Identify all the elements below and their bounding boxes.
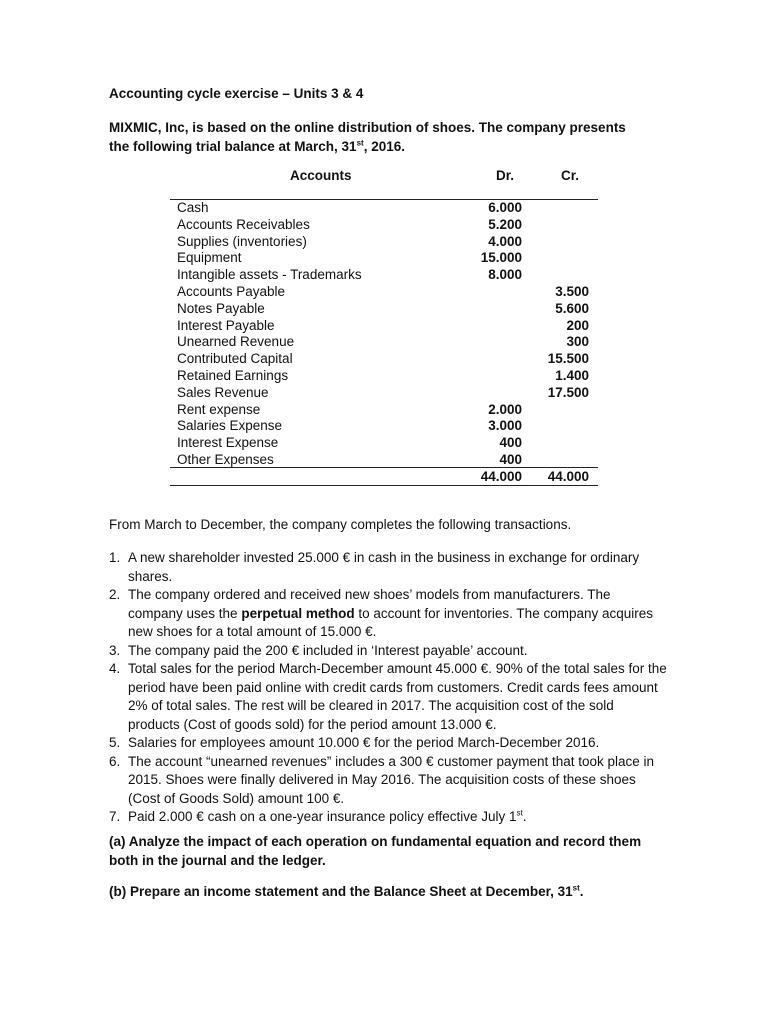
header-accounts: Accounts [290, 168, 352, 183]
account-name: Notes Payable [177, 300, 265, 316]
account-name: Unearned Revenue [177, 334, 295, 350]
table-row [0, 267, 768, 284]
transaction-text: The account “unearned revenues” includes a 300 € customer payment that took place in 2015. Shoes were finally delivered in May 2016. The acquisition costs of these shoes (Cost of Goods Sold) amount 100 €. [128, 753, 655, 806]
debit-value: 400 [499, 435, 522, 451]
table-row [0, 250, 768, 267]
table-row [0, 435, 768, 452]
document-heading: Accounting cycle exercise – Units 3 & 4 [109, 86, 364, 101]
table-row [0, 217, 768, 234]
credit-value: 15.500 [547, 351, 589, 367]
trial-balance-totals [0, 468, 768, 485]
debit-value: 400 [499, 451, 522, 467]
question-b [109, 884, 584, 899]
account-name: Interest Payable [177, 317, 275, 333]
header-credit: Cr. [561, 168, 580, 183]
table-row [0, 334, 768, 351]
account-name: Accounts Payable [177, 283, 286, 299]
transaction-number: 2. [109, 587, 121, 602]
transactions-intro: From March to December, the company completes the following transactions. [109, 517, 572, 532]
account-name: Equipment [177, 250, 242, 266]
intro-superscript: st [356, 138, 364, 148]
transaction-item [109, 808, 669, 827]
account-name: Retained Earnings [177, 367, 289, 383]
intro-end: , 2016. [363, 139, 405, 154]
debit-value: 8.000 [488, 267, 522, 283]
credit-value: 1.400 [555, 367, 589, 383]
table-row [0, 418, 768, 435]
transaction-text: A new shareholder invested 25.000 € in cash in the business in exchange for ordinary shares. [128, 550, 640, 584]
trial-balance-rows [0, 200, 768, 469]
debit-value: 15.000 [480, 250, 522, 266]
account-name: Cash [177, 200, 209, 215]
account-name: Accounts Receivables [177, 216, 310, 232]
total-debit: 44.000 [480, 469, 522, 484]
transaction-text-rest: . [522, 809, 527, 824]
account-name: Sales Revenue [177, 384, 269, 400]
table-bottom-rule [170, 485, 598, 486]
transaction-text: Salaries for employees amount 10.000 € for the period March-December 2016. [128, 735, 600, 750]
intro-text: MIXMIC, Inc, is based on the online distribution of shoes. The company presents the following trial balance at March, 31 [109, 120, 626, 154]
transaction-item [109, 660, 669, 734]
transaction-item [109, 549, 669, 586]
table-row [0, 284, 768, 301]
transaction-text: Total sales for the period March-December amount 45.000 €. 90% of the total sales for the period have been paid online with credit cards from customers. Credit cards fees amount 2% of total sales. The rest will be cleared in 2017. The acquisition cost of the sold products (Cost of goods sold) for the period amount 13.000 €. [128, 661, 667, 732]
transaction-number: 5. [109, 735, 121, 750]
question-b-end: . [579, 884, 584, 899]
transaction-text: The company ordered and received new shoes’ models from manufacturers. The company uses the [128, 587, 611, 621]
account-name: Salaries Expense [177, 418, 283, 434]
account-name: Interest Expense [177, 435, 279, 451]
transaction-text: Paid 2.000 € cash on a one-year insurance policy effective July 1 [128, 809, 517, 824]
account-name: Intangible assets - Trademarks [177, 267, 362, 283]
table-row [0, 318, 768, 335]
total-credit: 44.000 [547, 469, 589, 484]
table-row [0, 351, 768, 368]
transaction-text: The company paid the 200 € included in ‘Interest payable’ account. [128, 642, 528, 658]
debit-value: 6.000 [488, 200, 522, 215]
table-row [0, 402, 768, 419]
debit-value: 5.200 [488, 216, 522, 232]
trial-balance-header [0, 168, 768, 188]
credit-value: 5.600 [555, 300, 589, 316]
transaction-number: 6. [109, 753, 121, 769]
question-a: (a) Analyze the impact of each operation on fundamental equation and record them both in the journal and the ledger. [109, 834, 642, 868]
account-name: Rent expense [177, 401, 261, 417]
credit-value: 300 [566, 334, 589, 350]
table-row [0, 200, 768, 217]
question-b-superscript: st [572, 883, 580, 893]
table-row [0, 368, 768, 385]
transaction-bold-term: perpetual method [241, 605, 355, 621]
transaction-number: 3. [109, 642, 121, 658]
transaction-superscript: st [516, 808, 523, 818]
question-b-text: (b) Prepare an income statement and the Balance Sheet at December, 31 [109, 884, 573, 899]
transaction-item [109, 586, 669, 642]
transactions-list [109, 549, 669, 827]
credit-value: 200 [566, 317, 589, 333]
transaction-number: 7. [109, 809, 121, 824]
credit-value: 3.500 [555, 283, 589, 299]
transaction-text-rest: to account for inventories. The company acquires new shoes for a total amount of 15.000 €. [128, 605, 654, 639]
account-name: Other Expenses [177, 451, 274, 467]
table-row [0, 234, 768, 251]
transaction-item [109, 734, 669, 753]
account-name: Supplies (inventories) [177, 233, 307, 249]
debit-value: 2.000 [488, 401, 522, 417]
transaction-item [109, 642, 669, 661]
table-row [0, 385, 768, 402]
transaction-number: 1. [109, 550, 121, 565]
transaction-number: 4. [109, 661, 121, 676]
debit-value: 3.000 [488, 418, 522, 434]
credit-value: 17.500 [547, 384, 589, 400]
header-debit: Dr. [496, 168, 515, 183]
table-row [0, 301, 768, 318]
account-name: Contributed Capital [177, 351, 293, 367]
intro-paragraph [109, 118, 649, 156]
transaction-item [109, 753, 669, 809]
debit-value: 4.000 [488, 233, 522, 249]
